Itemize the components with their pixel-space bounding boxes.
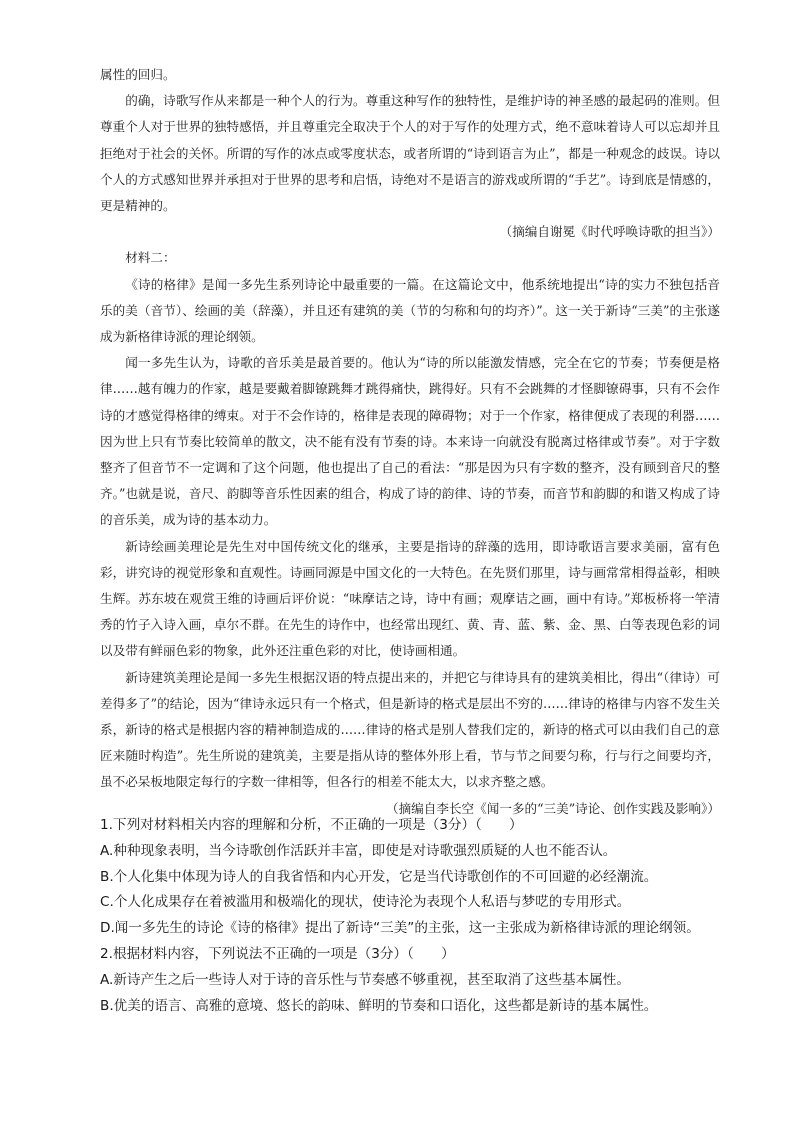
question-2-option-a: A.新诗产生之后一些诗人对于诗的音乐性与节奏感不够重视，甚至取消了这些基本属性。 <box>100 971 630 988</box>
reading-material <box>100 62 720 822</box>
question-list <box>100 813 720 1019</box>
material-2-paragraph-4: 新诗建筑美理论是闻一多先生根据汉语的特点提出来的，并把它与律诗具有的建筑美相比，得出“（律诗）可差得多了”的结论，因为“律诗永远只有一个格式，但是新诗的格式是层出不穷的……律诗的格律与内容不发生关系，新诗的格式是根据内容的精神制造成的……律诗的格式是别人替我们定的，新诗的格式可以由我们自己的意匠来随时构造”。先生所说的建筑美，主要是指从诗的整体外形上看，节与节之间要匀称，行与行之间要均齐，虽不必呆板地限定每行的字数一律相等，但各行的相差不能太大，以求齐整之感。 <box>100 669 720 790</box>
question-1-option-b: B.个人化集中体现为诗人的自我省悟和内心开发，它是当代诗歌创作的不可回避的必经潮流。 <box>100 868 658 885</box>
material-2-paragraph-1: 《诗的格律》是闻一多先生系列诗论中最重要的一篇。在这篇论文中，他系统地提出“诗的实力不独包括音乐的美（音节）、绘画的美（辞藻），并且还有建筑的美（节的匀称和句的均齐）”。这一关于新诗“三美”的主张遂成为新格律诗派的理论纲领。 <box>100 276 720 345</box>
question-1-option-a: A.种种现象表明，当今诗歌创作活跃并丰富，即使是对诗歌强烈质疑的人也不能否认。 <box>100 842 617 859</box>
question-1-option-c: C.个人化成果存在着被滥用和极端化的现状，使诗沦为表现个人私语与梦呓的专用形式。 <box>100 894 631 911</box>
question-2-stem: 2.根据材料内容，下列说法不正确的一项是（3分）（ ） <box>100 945 455 962</box>
material-1-source: （摘编自谢冕《时代呼唤诗歌的担当》） <box>499 224 720 240</box>
material-2-label: 材料二： <box>125 250 176 266</box>
material-2-source: （摘编自李长空《闻一多的“三美”诗论、创作实践及影响》） <box>385 800 720 816</box>
question-2-option-b: B.优美的语言、高雅的意境、悠长的韵味、鲜明的节奏和口语化，这些都是新诗的基本属性。 <box>100 997 658 1014</box>
material-2-paragraph-3: 新诗绘画美理论是先生对中国传统文化的继承，主要是指诗的辞藻的选用，即诗歌语言要求美丽，富有色彩，讲究诗的视觉形象和直观性。诗画同源是中国文化的一大特色。在先贤们那里，诗与画常常相得益彰，相映生辉。苏东坡在观赏王维的诗画后评价说：“味摩诘之诗，诗中有画；观摩诘之画，画中有诗。”郑板桥将一竿清秀的竹子入诗入画，卓尔不群。在先生的诗作中，也经常出现红、黄、青、蓝、紫、金、黑、白等表现色彩的词以及带有鲜丽色彩的物象，此外还注重色彩的对比，使诗画相通。 <box>100 538 720 659</box>
material-2-paragraph-2: 闻一多先生认为，诗歌的音乐美是最首要的。他认为“诗的所以能激发情感，完全在它的节奏；节奏便是格律……越有魄力的作家，越是要戴着脚镣跳舞才跳得痛快，跳得好。只有不会跳舞的才怪脚镣碍事，只有不会作诗的才感觉得格律的缚束。对于不会作诗的，格律是表现的障碍物；对于一个作家，格律便成了表现的利器……因为世上只有节奏比较简单的散文，决不能有没有节奏的诗。本来诗一向就没有脱离过格律或节奏”。对于字数整齐了但音节不一定调和了这个问题，他也提出了自己的看法：“那是因为只有字数的整齐，没有顾到音尺的整齐。”也就是说，音尺、韵脚等音乐性因素的组合，构成了诗的韵律、诗的节奏，而音节和韵脚的和谐又构成了诗的音乐美，成为诗的基本动力。 <box>100 355 720 528</box>
material-1-paragraph: 的确，诗歌写作从来都是一种个人的行为。尊重这种写作的独特性，是维护诗的神圣感的最起码的准则。但尊重个人对于世界的独特感悟，并且尊重完全取决于个人的对于写作的处理方式，绝不意味着诗人可以忘却并且拒绝对于社会的关怀。所谓的写作的冰点或零度状态，或者所谓的“诗到语言为止”，都是一种观念的歧误。诗以个人的方式感知世界并承担对于世界的思考和启悟，诗绝对不是语言的游戏或所谓的“手艺”。诗到底是情感的，更是精神的。 <box>100 93 720 214</box>
question-1-option-d: D.闻一多先生的诗论《诗的格律》提出了新诗“三美”的主张，这一主张成为新格律诗派的理论纲领。 <box>100 920 700 937</box>
continuation-line: 属性的回归。 <box>100 67 176 82</box>
question-1-stem: 1.下列对材料相关内容的理解和分析，不正确的一项是（3分）（ ） <box>100 817 523 833</box>
